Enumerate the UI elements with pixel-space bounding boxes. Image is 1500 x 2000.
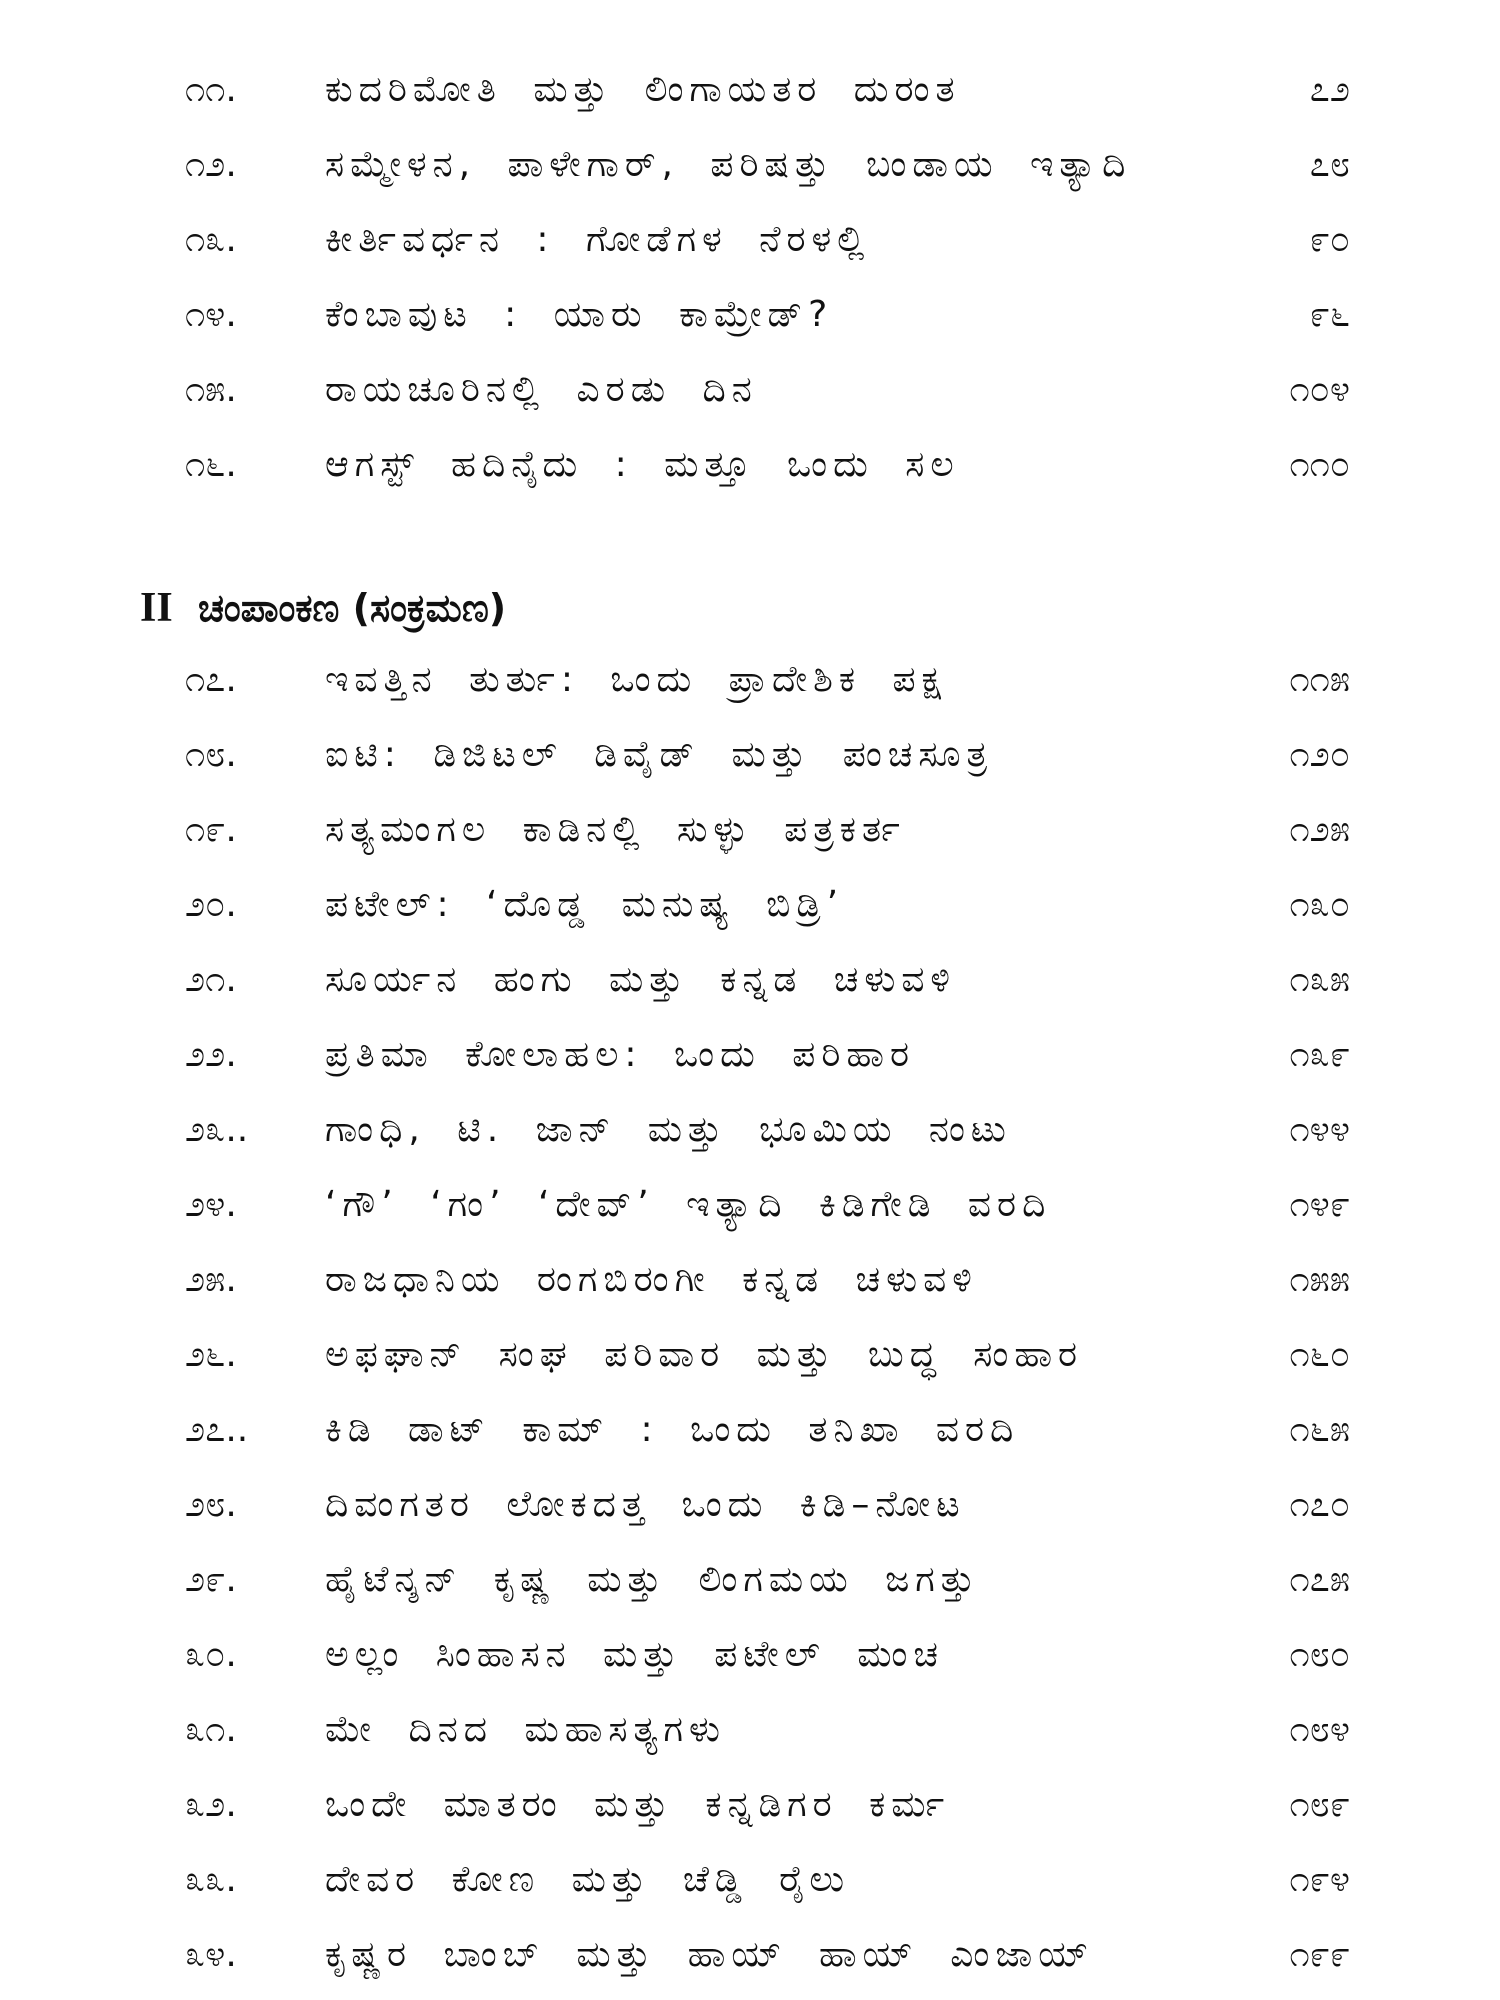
- entry-page: ೧೧೦: [1289, 444, 1350, 485]
- entry-number: ೩೧.: [185, 1709, 237, 1750]
- entry-page: ೧೭೦: [1289, 1484, 1350, 1525]
- entry-page: ೧೨೫: [1289, 809, 1350, 850]
- entry-title: ಸತ್ಯಮಂಗಲ ಕಾಡಿನಲ್ಲಿ ಸುಳ್ಳು ಪತ್ರಕರ್ತ: [325, 809, 906, 850]
- entry-page: ೧೧೫: [1289, 659, 1350, 700]
- toc-entry: [0, 1167, 1500, 1242]
- entry-number: ೨೪.: [185, 1184, 237, 1225]
- section-title: ಚಂಪಾಂಕಣ: [197, 585, 340, 630]
- entry-page: ೧೩೫: [1289, 959, 1350, 1000]
- section-roman-numeral: II: [140, 585, 173, 631]
- toc-list-part2: [0, 642, 1500, 1992]
- entry-title: ಕೀರ್ತಿವರ್ಧನ : ಗೋಡೆಗಳ ನೆರಳಲ್ಲಿ: [325, 219, 871, 260]
- entry-number: ೧೨.: [185, 144, 237, 185]
- entry-title: ದಿವಂಗತರ ಲೋಕದತ್ತ ಒಂದು ಕಿಡಿ–ನೋಟ: [325, 1484, 966, 1525]
- entry-title: ‘ಗೌ’ ‘ಗಂ’ ‘ದೇವ್’ ಇತ್ಯಾದಿ ಕಿಡಿಗೇಡಿ ವರದಿ: [325, 1184, 1052, 1225]
- entry-title: ಇವತ್ತಿನ ತುರ್ತು: ಒಂದು ಪ್ರಾದೇಶಿಕ ಪಕ್ಷ: [325, 659, 948, 700]
- entry-number: ೩೨.: [185, 1784, 237, 1825]
- entry-title: ಸೂರ್ಯನ ಹಂಗು ಮತ್ತು ಕನ್ನಡ ಚಳುವಳಿ: [325, 959, 957, 1000]
- entry-number: ೨೨.: [185, 1034, 237, 1075]
- entry-number: ೧೧.: [185, 69, 237, 110]
- toc-entry: [0, 277, 1500, 352]
- toc-entry: [0, 427, 1500, 502]
- entry-number: ೧೩.: [185, 219, 237, 260]
- toc-entry: [0, 1617, 1500, 1692]
- entry-page: ೧೫೫: [1289, 1259, 1350, 1300]
- toc-entry: [0, 1767, 1500, 1842]
- entry-number: ೧೫.: [185, 369, 237, 410]
- entry-title: ಅಲ್ಲಂ ಸಿಂಹಾಸನ ಮತ್ತು ಪಟೇಲ್ ಮಂಚ: [325, 1634, 944, 1675]
- entry-number: ೩೦.: [185, 1634, 237, 1675]
- entry-title: ರಾಜಧಾನಿಯ ರಂಗಬಿರಂಗೀ ಕನ್ನಡ ಚಳುವಳಿ: [325, 1259, 978, 1300]
- toc-entry: [0, 1542, 1500, 1617]
- entry-number: ೨೧.: [185, 959, 237, 1000]
- entry-page: ೧೮೦: [1289, 1634, 1350, 1675]
- entry-number: ೧೪.: [185, 294, 237, 335]
- toc-entry: [0, 352, 1500, 427]
- entry-title: ಒಂದೇ ಮಾತರಂ ಮತ್ತು ಕನ್ನಡಿಗರ ಕರ್ಮ: [325, 1784, 951, 1825]
- entry-title: ಅಫಘಾನ್ ಸಂಘ ಪರಿವಾರ ಮತ್ತು ಬುದ್ಧ ಸಂಹಾರ: [325, 1334, 1084, 1375]
- entry-title: ಕಿಡಿ ಡಾಟ್ ಕಾಮ್ : ಒಂದು ತನಿಖಾ ವರದಿ: [325, 1409, 1020, 1450]
- toc-entry: [0, 1842, 1500, 1917]
- toc-entry: [0, 202, 1500, 277]
- entry-page: ೧೩೯: [1289, 1034, 1350, 1075]
- entry-number: ೧೮.: [185, 734, 237, 775]
- entry-title: ಪಟೇಲ್: ‘ದೊಡ್ಡ ಮನುಷ್ಯ ಬಿಡ್ರಿ’: [325, 884, 845, 925]
- entry-title: ಕುದರಿಮೋತಿ ಮತ್ತು ಲಿಂಗಾಯತರ ದುರಂತ: [325, 69, 961, 110]
- entry-title: ಸಮ್ಮೇಳನ, ಪಾಳೇಗಾರ್, ಪರಿಷತ್ತು ಬಂಡಾಯ ಇತ್ಯಾದಿ: [325, 144, 1132, 185]
- entry-number: ೨೯.: [185, 1559, 237, 1600]
- entry-number: ೧೬.: [185, 444, 237, 485]
- entry-title: ದೇವರ ಕೋಣ ಮತ್ತು ಚೆಡ್ಡಿ ರೈಲು: [325, 1859, 851, 1900]
- entry-number: ೨೫.: [185, 1259, 237, 1300]
- entry-page: ೧೨೦: [1289, 734, 1350, 775]
- toc-entry: [0, 867, 1500, 942]
- toc-entry: [0, 642, 1500, 717]
- section-subtitle: (ಸಂಕ್ರಮಣ): [352, 586, 507, 630]
- toc-entry: [0, 52, 1500, 127]
- entry-page: ೧೪೯: [1289, 1184, 1350, 1225]
- toc-entry: [0, 942, 1500, 1017]
- entry-page: ೧೮೪: [1289, 1709, 1350, 1750]
- entry-number: ೩೩.: [185, 1859, 237, 1900]
- toc-entry: [0, 1392, 1500, 1467]
- entry-page: ೧೦೪: [1289, 369, 1350, 410]
- toc-entry: [0, 1467, 1500, 1542]
- entry-page: ೯೬: [1309, 294, 1350, 335]
- toc-entry: [0, 127, 1500, 202]
- entry-number: ೨೮.: [185, 1484, 237, 1525]
- entry-page: ೭೨: [1309, 69, 1350, 110]
- entry-number: ೩೪.: [185, 1934, 237, 1975]
- toc-entry: [0, 792, 1500, 867]
- entry-title: ಐಟಿ: ಡಿಜಿಟಲ್ ಡಿವೈಡ್ ಮತ್ತು ಪಂಚಸೂತ್ರ: [325, 734, 994, 775]
- section-heading-part2: [140, 570, 506, 645]
- toc-entry: [0, 1242, 1500, 1317]
- entry-page: ೯೦: [1309, 219, 1350, 260]
- entry-title: ಆಗಸ್ಟ್ ಹದಿನೈದು : ಮತ್ತೂ ಒಂದು ಸಲ: [325, 444, 960, 485]
- entry-page: ೧೯೯: [1289, 1934, 1350, 1975]
- entry-title: ಕೃಷ್ಣರ ಬಾಂಬ್ ಮತ್ತು ಹಾಯ್ ಹಾಯ್ ಎಂಜಾಯ್: [325, 1934, 1095, 1975]
- entry-number: ೨೩..: [185, 1109, 249, 1150]
- entry-title: ಗಾಂಧಿ, ಟಿ. ಜಾನ್ ಮತ್ತು ಭೂಮಿಯ ನಂಟು: [325, 1109, 1012, 1150]
- entry-title: ಹೈಟೆನ್ಶನ್ ಕೃಷ್ಣ ಮತ್ತು ಲಿಂಗಮಯ ಜಗತ್ತು: [325, 1559, 981, 1600]
- entry-page: ೧೩೦: [1289, 884, 1350, 925]
- toc-entry: [0, 1692, 1500, 1767]
- toc-entry: [0, 1092, 1500, 1167]
- entry-title: ರಾಯಚೂರಿನಲ್ಲಿ ಎರಡು ದಿನ: [325, 369, 758, 410]
- entry-title: ಕೆಂಬಾವುಟ : ಯಾರು ಕಾಮ್ರೇಡ್?: [325, 294, 834, 335]
- entry-number: ೧೯.: [185, 809, 237, 850]
- toc-entry: [0, 1917, 1500, 1992]
- entry-page: ೭೮: [1309, 144, 1350, 185]
- toc-entry: [0, 717, 1500, 792]
- toc-entry: [0, 1017, 1500, 1092]
- entry-title: ಪ್ರತಿಮಾ ಕೋಲಾಹಲ: ಒಂದು ಪರಿಹಾರ: [325, 1034, 916, 1075]
- entry-title: ಮೇ ದಿನದ ಮಹಾಸತ್ಯಗಳು: [325, 1709, 726, 1750]
- entry-page: ೧೬೫: [1289, 1409, 1350, 1450]
- entry-number: ೨೭..: [185, 1409, 249, 1450]
- entry-page: ೧೬೦: [1289, 1334, 1350, 1375]
- toc-entry: [0, 1317, 1500, 1392]
- entry-number: ೨೬.: [185, 1334, 237, 1375]
- entry-page: ೧೯೪: [1289, 1859, 1350, 1900]
- entry-number: ೨೦.: [185, 884, 237, 925]
- entry-page: ೧೪೪: [1289, 1109, 1350, 1150]
- entry-number: ೧೭.: [185, 659, 237, 700]
- toc-list-part1: [0, 52, 1500, 502]
- entry-page: ೧೭೫: [1289, 1559, 1350, 1600]
- entry-page: ೧೮೯: [1289, 1784, 1350, 1825]
